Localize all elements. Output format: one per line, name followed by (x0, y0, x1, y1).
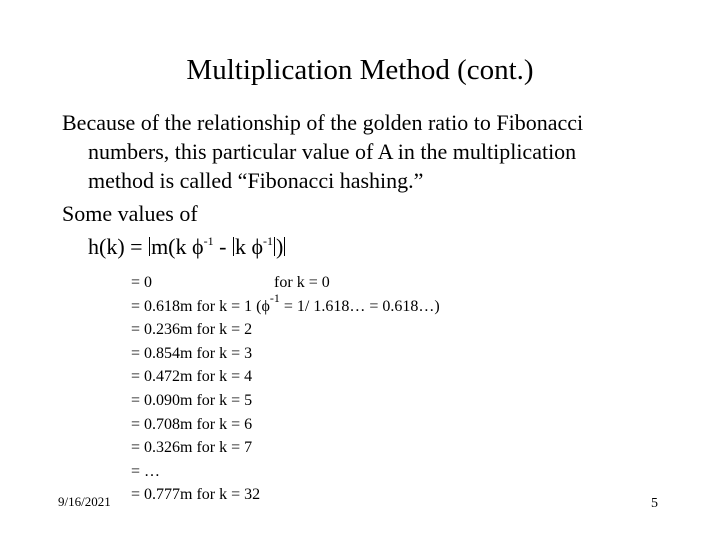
paragraph-line: Because of the relationship of the golden ratio to Fibonacci (62, 110, 584, 135)
value-rest: for k = 0 (274, 274, 330, 291)
value-row: = 0.472m for k = 4 (131, 368, 253, 386)
values-list (131, 271, 440, 507)
value-row (131, 290, 440, 319)
exponent: -1 (269, 290, 280, 305)
paragraph-line: Some values of (62, 201, 198, 226)
value-row: = 0.708m for k = 6 (131, 415, 253, 433)
formula-part: ) (276, 234, 284, 259)
phi-symbol: ϕ (192, 234, 204, 259)
slide-title: Multiplication Method (cont.) (186, 54, 534, 86)
value-row (131, 271, 440, 295)
footer-date: 9/16/2021 (58, 494, 111, 509)
value-row: = 0.236m for k = 2 (131, 321, 253, 339)
value-row: = 0.326m for k = 7 (131, 439, 253, 457)
value-lead: = 0.618m for k = 1 ( (131, 297, 262, 315)
value-lead: = 0 (131, 274, 153, 291)
formula-part: - (213, 234, 232, 259)
hash-formula (88, 232, 286, 262)
paragraph-line: numbers, this particular value of A in the multiplication (88, 139, 577, 164)
page-number: 5 (651, 496, 658, 511)
paragraph-some-values (62, 199, 662, 228)
floor-left-bracket (233, 237, 234, 256)
value-rest: = 1/ 1.618… = 0.618…) (279, 297, 440, 315)
formula-part: k (234, 234, 252, 259)
phi-symbol: ϕ (261, 297, 270, 315)
exponent: -1 (203, 234, 214, 248)
value-row: = 0.777m for k = 32 (131, 486, 261, 504)
formula-lhs: h(k) = (88, 234, 149, 259)
paragraph-line: method is called “Fibonacci hashing.” (88, 168, 424, 193)
floor-right-bracket (274, 237, 275, 256)
floor-right-bracket (284, 237, 285, 256)
formula-part: m(k (151, 234, 193, 259)
value-row: = 0.090m for k = 5 (131, 391, 253, 409)
paragraph-fibonacci-hashing (62, 108, 662, 195)
value-row: = 0.854m for k = 3 (131, 344, 253, 362)
floor-left-bracket (149, 237, 150, 256)
value-row: = … (131, 462, 161, 480)
exponent: -1 (263, 234, 274, 248)
phi-symbol: ϕ (251, 234, 264, 259)
